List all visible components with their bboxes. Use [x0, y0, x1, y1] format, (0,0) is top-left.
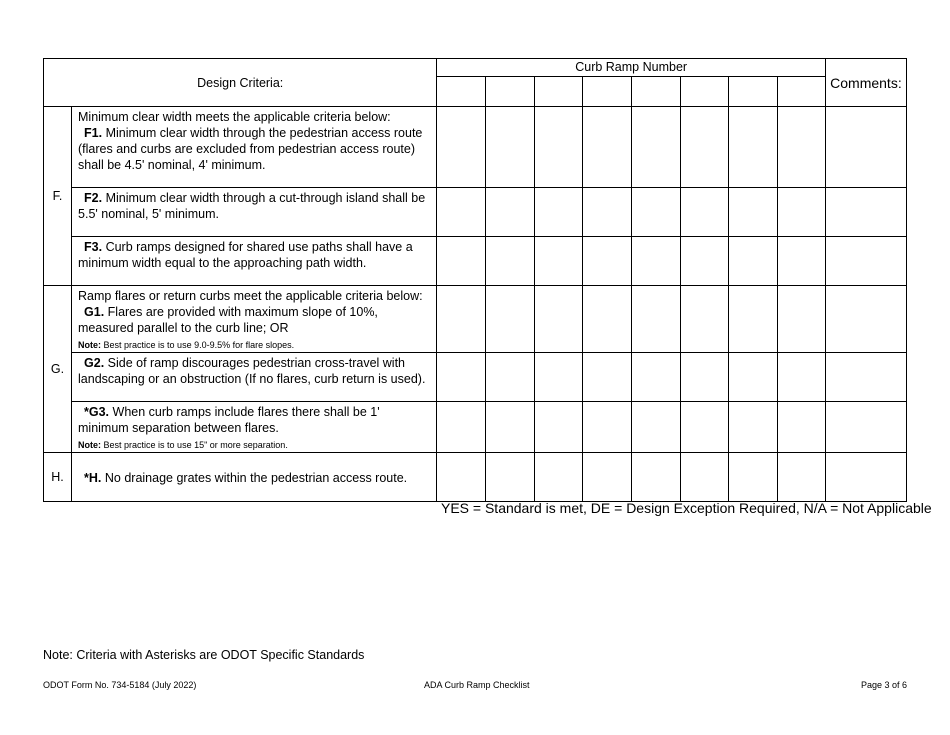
check-cell[interactable] — [680, 286, 728, 353]
check-cell[interactable] — [777, 188, 825, 237]
criterion-text: When curb ramps include flares there shall be 1' minimum separation between flares. — [78, 405, 380, 435]
comments-cell[interactable] — [825, 353, 906, 402]
check-cell[interactable] — [777, 107, 825, 188]
check-cell[interactable] — [728, 188, 777, 237]
criterion-g2 — [72, 353, 437, 402]
check-cell[interactable] — [728, 107, 777, 188]
check-cell[interactable] — [631, 353, 680, 402]
section-letter-f: F. — [44, 107, 72, 286]
answer-legend: YES = Standard is met, DE = Design Exception Required, N/A = Not Applicable — [441, 500, 932, 516]
curb-ramp-number-header: Curb Ramp Number — [437, 59, 825, 77]
criterion-code: F2. — [84, 191, 103, 205]
check-cell[interactable] — [534, 286, 582, 353]
ramp-number-cell-6[interactable] — [680, 77, 728, 107]
check-cell[interactable] — [777, 286, 825, 353]
section-letter-g: G. — [44, 286, 72, 453]
check-cell[interactable] — [631, 107, 680, 188]
criterion-code: F1. — [84, 126, 103, 140]
criterion-f2 — [72, 188, 437, 237]
check-cell[interactable] — [582, 286, 631, 353]
check-cell[interactable] — [582, 237, 631, 286]
ramp-number-cell-5[interactable] — [631, 77, 680, 107]
criterion-code: *H. — [84, 471, 102, 485]
check-cell[interactable] — [728, 453, 777, 502]
check-cell[interactable] — [486, 453, 534, 502]
check-cell[interactable] — [486, 353, 534, 402]
ramp-number-cell-8[interactable] — [777, 77, 825, 107]
check-cell[interactable] — [534, 453, 582, 502]
check-cell[interactable] — [486, 188, 534, 237]
check-cell[interactable] — [631, 188, 680, 237]
check-cell[interactable] — [486, 107, 534, 188]
check-cell[interactable] — [777, 237, 825, 286]
check-cell[interactable] — [631, 237, 680, 286]
check-cell[interactable] — [534, 107, 582, 188]
criteria-row-f2 — [44, 188, 907, 237]
criterion-intro: Minimum clear width meets the applicable criteria below: — [78, 110, 391, 124]
comments-cell[interactable] — [825, 188, 906, 237]
section-letter-h: H. — [44, 453, 72, 502]
comments-cell[interactable] — [825, 286, 906, 353]
comments-cell[interactable] — [825, 402, 906, 453]
criterion-f1 — [72, 107, 437, 188]
check-cell[interactable] — [680, 402, 728, 453]
check-cell[interactable] — [777, 353, 825, 402]
check-cell[interactable] — [680, 453, 728, 502]
criterion-text: Curb ramps designed for shared use paths shall have a minimum width equal to the approaching path width. — [78, 240, 413, 270]
criterion-text: Minimum clear width through a cut-through island shall be 5.5' nominal, 5' minimum. — [78, 191, 426, 221]
ramp-number-cell-4[interactable] — [582, 77, 631, 107]
check-cell[interactable] — [582, 402, 631, 453]
criterion-code: G1. — [84, 305, 105, 319]
ramp-number-cell-1[interactable] — [437, 77, 486, 107]
criteria-row-f1 — [44, 107, 907, 188]
asterisk-footnote: Note: Criteria with Asterisks are ODOT Specific Standards — [43, 648, 365, 662]
check-cell[interactable] — [728, 286, 777, 353]
footer-title: ADA Curb Ramp Checklist — [424, 680, 530, 690]
criterion-text: Flares are provided with maximum slope of 10%, measured parallel to the curb line; OR — [78, 305, 378, 335]
check-cell[interactable] — [631, 453, 680, 502]
criterion-h — [72, 453, 437, 502]
check-cell[interactable] — [534, 402, 582, 453]
criterion-intro: Ramp flares or return curbs meet the applicable criteria below: — [78, 289, 423, 303]
note-text: Best practice is to use 15" or more separation. — [103, 440, 288, 450]
check-cell[interactable] — [534, 188, 582, 237]
note-text: Best practice is to use 9.0-9.5% for flare slopes. — [103, 340, 295, 350]
check-cell[interactable] — [437, 402, 486, 453]
design-criteria-header: Design Criteria: — [44, 59, 437, 107]
check-cell[interactable] — [777, 453, 825, 502]
check-cell[interactable] — [680, 353, 728, 402]
criterion-text: No drainage grates within the pedestrian access route. — [104, 471, 408, 485]
check-cell[interactable] — [777, 402, 825, 453]
check-cell[interactable] — [534, 353, 582, 402]
check-cell[interactable] — [437, 453, 486, 502]
check-cell[interactable] — [728, 353, 777, 402]
check-cell[interactable] — [631, 402, 680, 453]
check-cell[interactable] — [437, 107, 486, 188]
check-cell[interactable] — [534, 237, 582, 286]
criterion-text: Side of ramp discourages pedestrian cross-travel with landscaping or an obstruction (If no flares, curb return is used). — [78, 356, 426, 386]
criterion-g1 — [72, 286, 437, 353]
criteria-row-f3 — [44, 237, 907, 286]
criteria-row-g2 — [44, 353, 907, 402]
comments-cell[interactable] — [825, 237, 906, 286]
check-cell[interactable] — [437, 237, 486, 286]
check-cell[interactable] — [631, 286, 680, 353]
comments-cell[interactable] — [825, 107, 906, 188]
check-cell[interactable] — [582, 353, 631, 402]
comments-cell[interactable] — [825, 453, 906, 502]
footer-page-number: Page 3 of 6 — [860, 680, 907, 690]
criterion-text: Minimum clear width through the pedestrian access route (flares and curbs are excluded from pedestrian access route) shall be 4.5' nominal, 4' minimum. — [78, 126, 423, 172]
note-label: Note: — [78, 340, 102, 350]
criteria-row-g3 — [44, 402, 907, 453]
check-cell[interactable] — [437, 188, 486, 237]
criteria-row-h — [44, 453, 907, 502]
ramp-number-cell-7[interactable] — [728, 77, 777, 107]
ramp-number-cell-2[interactable] — [486, 77, 534, 107]
check-cell[interactable] — [728, 402, 777, 453]
note-label: Note: — [78, 440, 102, 450]
criteria-table — [43, 58, 907, 502]
check-cell[interactable] — [680, 107, 728, 188]
check-cell[interactable] — [582, 107, 631, 188]
criteria-row-g1 — [44, 286, 907, 353]
criterion-code: *G3. — [84, 405, 110, 419]
criterion-g3 — [72, 402, 437, 453]
check-cell[interactable] — [680, 188, 728, 237]
comments-header: Comments: — [825, 59, 906, 107]
criterion-code: F3. — [84, 240, 103, 254]
check-cell[interactable] — [582, 188, 631, 237]
check-cell[interactable] — [486, 286, 534, 353]
check-cell[interactable] — [437, 286, 486, 353]
ramp-number-cell-3[interactable] — [534, 77, 582, 107]
check-cell[interactable] — [486, 402, 534, 453]
footer-form-number: ODOT Form No. 734-5184 (July 2022) — [43, 680, 197, 690]
check-cell[interactable] — [486, 237, 534, 286]
check-cell[interactable] — [582, 453, 631, 502]
criterion-f3 — [72, 237, 437, 286]
check-cell[interactable] — [437, 353, 486, 402]
criterion-code: G2. — [84, 356, 105, 370]
check-cell[interactable] — [728, 237, 777, 286]
check-cell[interactable] — [680, 237, 728, 286]
